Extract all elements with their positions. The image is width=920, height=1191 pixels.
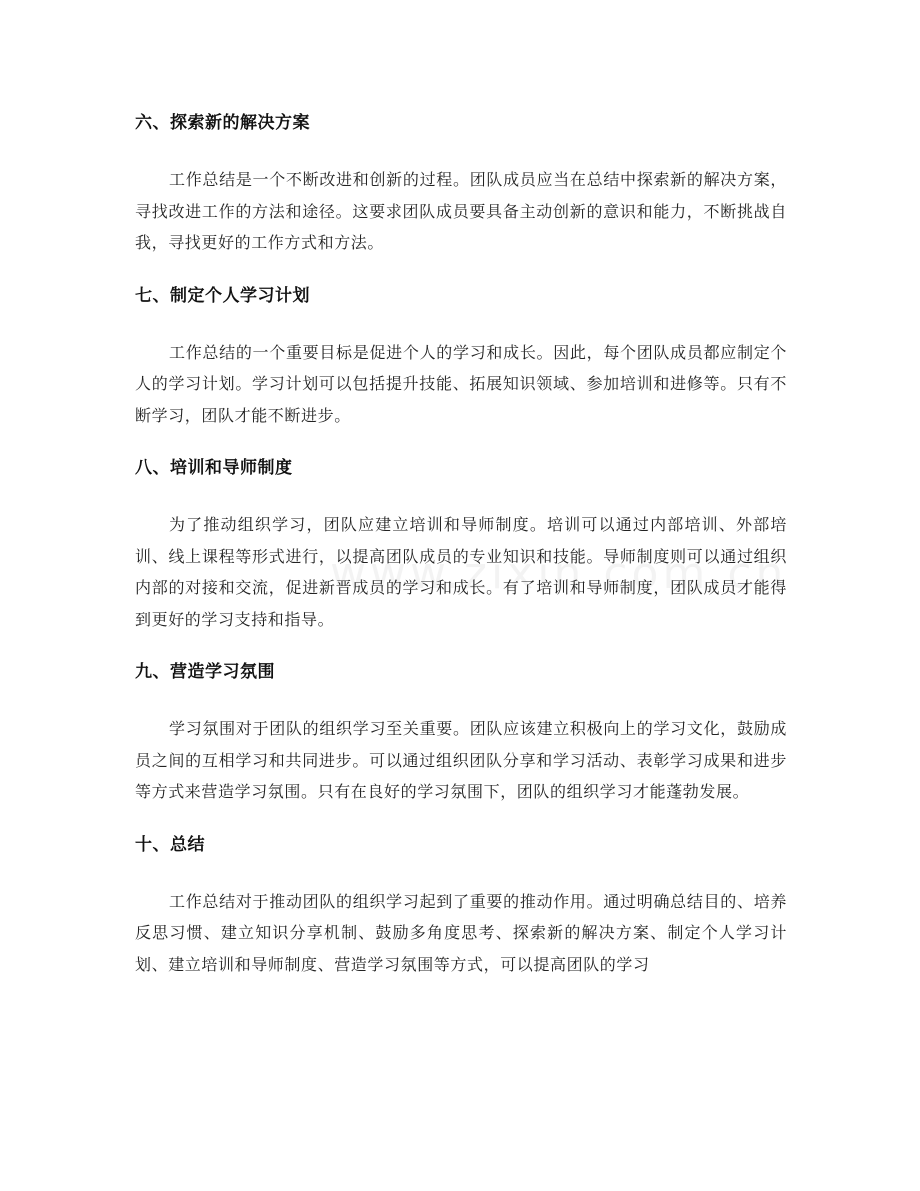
section-title-9: 九、营造学习氛围 — [135, 662, 275, 682]
section-body-9: 学习氛围对于团队的组织学习至关重要。团队应该建立积极向上的学习文化，鼓励成员之间的互相学习和共同进步。可以通过组织团队分享和学习活动、表彰学习成果和进步等方式来营造学习氛围。只有在良好的学习氛围下，团队的组织学习才能蓬勃发展。 — [135, 719, 787, 801]
section-body-8: 为了推动组织学习，团队应建立培训和导师制度。培训可以通过内部培训、外部培训、线上课程等形式进行，以提高团队成员的专业知识和技能。导师制度则可以通过组织内部的对接和交流，促进新晋成员的学习和成长。有了培训和导师制度，团队成员才能得到更好的学习支持和指导。 — [135, 515, 787, 629]
section-title-10: 十、总结 — [135, 834, 205, 855]
section-body-7: 工作总结的一个重要目标是促进个人的学习和成长。因此，每个团队成员都应制定个人的学习计划。学习计划可以包括提升技能、拓展知识领域、参加培训和进修等。只有不断学习，团队才能不断进步。 — [135, 342, 787, 425]
section-title-8: 八、培训和导师制度 — [135, 458, 293, 478]
section-title-6: 六、探索新的解决方案 — [135, 113, 310, 133]
section-title-7: 七、制定个人学习计划 — [135, 285, 310, 306]
section-body-6: 工作总结是一个不断改进和创新的过程。团队成员应当在总结中探索新的解决方案，寻找改进工作的方法和途径。这要求团队成员要具备主动创新的意识和能力，不断挑战自我，寻找更好的工作方式和方法。 — [135, 170, 787, 252]
document-content — [135, 106, 787, 980]
section-body-10: 工作总结对于推动团队的组织学习起到了重要的推动作用。通过明确总结目的、培养反思习惯、建立知识分享机制、鼓励多角度思考、探索新的解决方案、制定个人学习计划、建立培训和导师制度、营造学习氛围等方式，可以提高团队的学习 — [135, 891, 787, 974]
